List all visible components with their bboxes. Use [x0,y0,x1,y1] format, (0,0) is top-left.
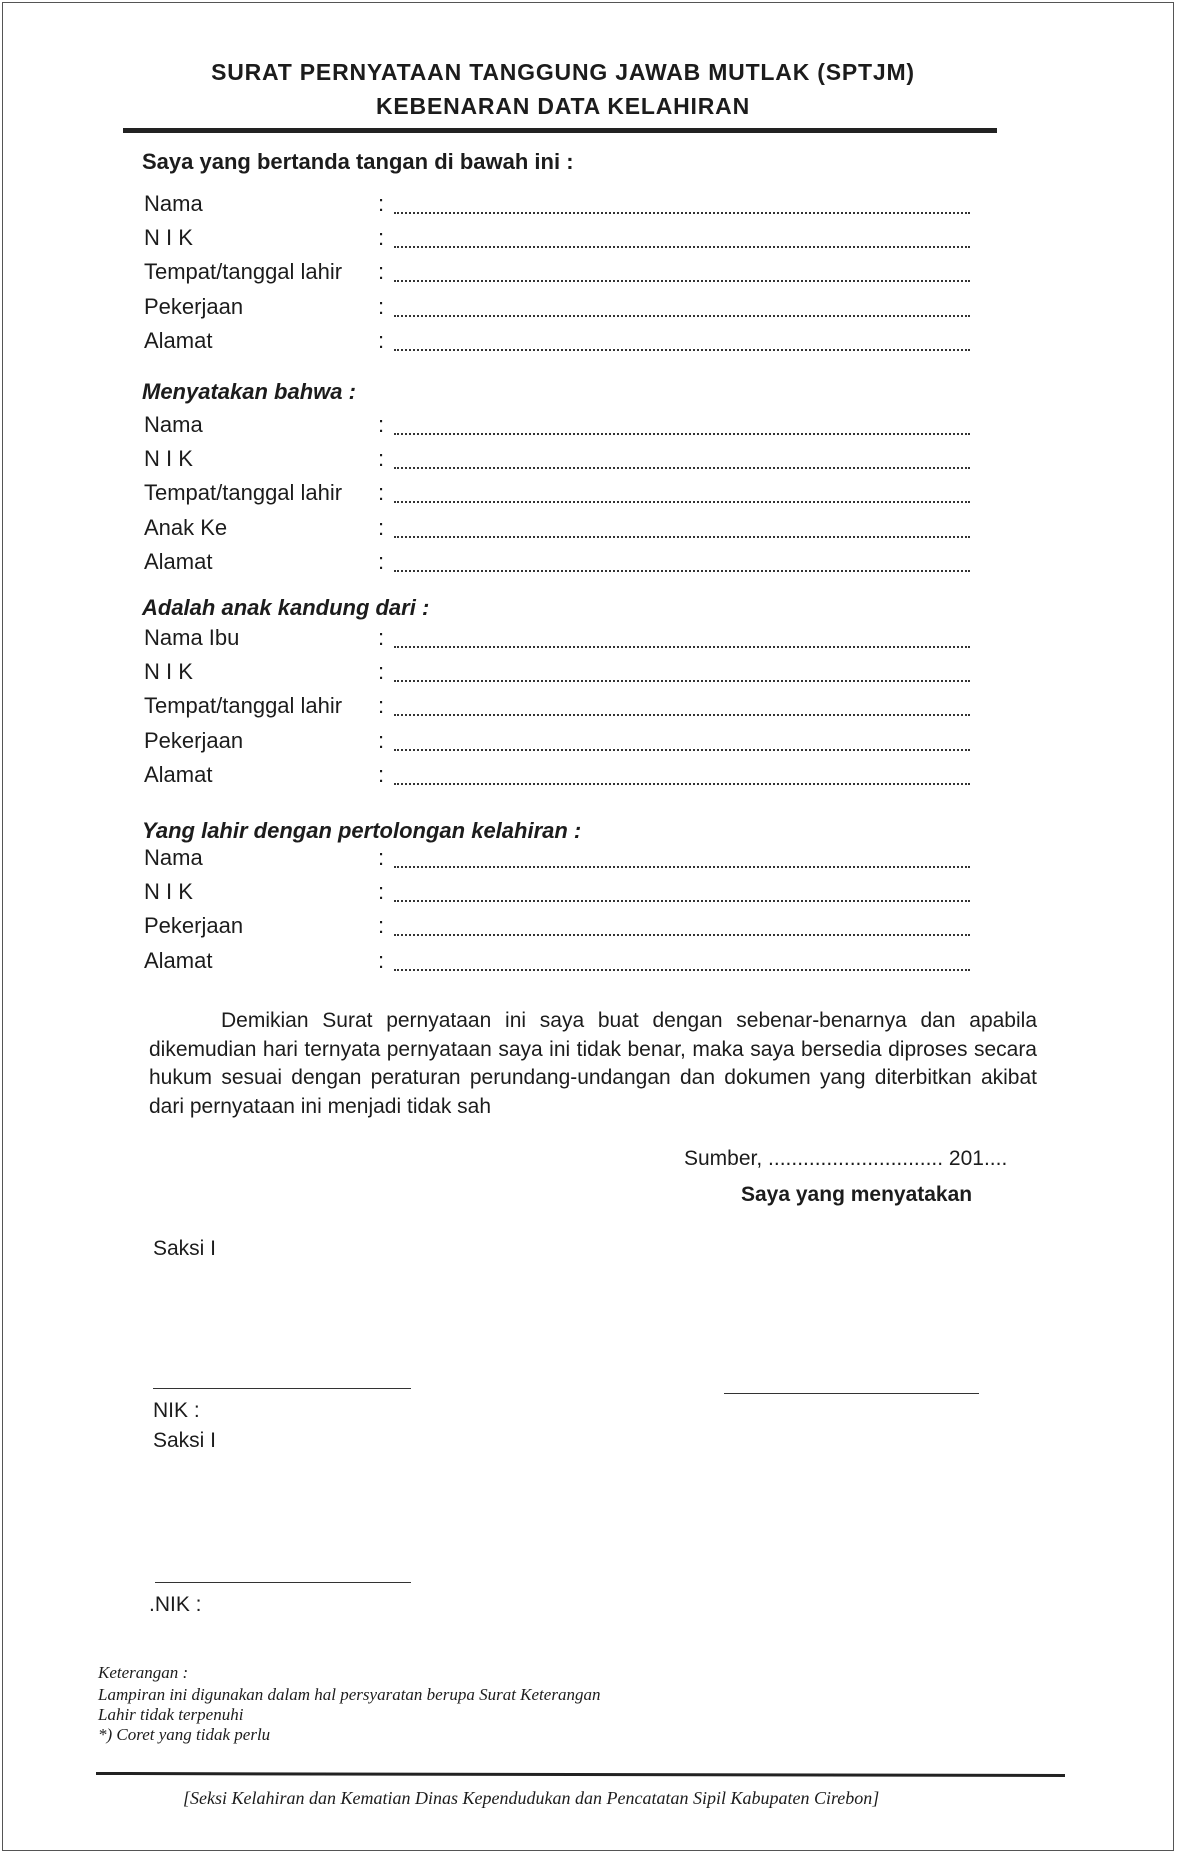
declarant-signature-line [724,1393,979,1394]
field-label: Tempat/tanggal lahir [144,480,343,506]
field-label: Nama Ibu [144,625,240,650]
witness-1-label: Saksi I [153,1237,217,1260]
field-label: Pekerjaan [144,727,244,753]
field-label: Alamat [144,548,213,574]
field-dotted-line[interactable] [394,280,970,282]
field-label: Tempat/tanggal lahir [144,259,343,285]
witness-2-label: Saksi I [153,1429,217,1452]
field-dotted-line[interactable] [394,246,970,248]
field-dotted-line[interactable] [394,783,970,785]
field-label: Alamat [144,947,213,973]
field-colon: : [378,727,385,753]
field-colon: : [378,327,385,353]
field-dotted-line[interactable] [394,212,970,214]
form-field-row [144,328,974,356]
field-label: N I K [144,879,193,905]
form-field-row [144,693,974,721]
field-colon: : [378,761,385,787]
field-label: Nama [144,412,203,437]
field-label: Nama [144,845,203,870]
form-field-row [144,879,974,907]
witness-1-nik: NIK : [153,1399,200,1422]
field-dotted-line[interactable] [394,900,970,902]
place-date: Sumber, .............................. 201.... [684,1147,1008,1170]
field-colon: : [378,659,385,685]
field-colon: : [378,480,385,506]
field-label: Anak Ke [144,514,228,540]
field-label: Pekerjaan [144,913,244,939]
form-field-row [144,225,974,253]
witness-2-signature-line [155,1582,411,1583]
field-dotted-line[interactable] [394,969,970,971]
field-colon: : [378,191,385,216]
witness-1-signature-line [153,1388,411,1389]
title-line-1: SURAT PERNYATAAN TANGGUNG JAWAB MUTLAK (SPTJM) [211,59,915,85]
notes-line-3: *) Coret yang tidak perlu [98,1725,271,1744]
form-field-row [144,948,974,976]
field-colon: : [378,446,385,472]
field-label: Tempat/tanggal lahir [144,693,343,719]
document-page [2,2,1174,1851]
title-rule [123,128,997,133]
field-label: N I K [144,225,193,251]
section-heading: Menyatakan bahwa : [142,379,356,404]
notes-title: Keterangan : [98,1663,189,1682]
field-dotted-line[interactable] [394,501,970,503]
field-dotted-line[interactable] [394,570,970,572]
footer-text: [Seksi Kelahiran dan Kematian Dinas Kependudukan dan Pencatatan Sipil Kabupaten Cirebon] [183,1788,880,1808]
field-label: Alamat [144,327,213,353]
field-colon: : [378,693,385,719]
form-field-row [144,845,974,873]
form-field-row [144,294,974,322]
form-field-row [144,259,974,287]
form-field-row [144,480,974,508]
field-dotted-line[interactable] [394,680,970,682]
form-field-row [144,549,974,577]
footer-rule [96,1772,1065,1777]
notes-line-1: Lampiran ini digunakan dalam hal persyaratan berupa Surat Keterangan [98,1685,601,1704]
field-dotted-line[interactable] [394,866,970,868]
field-colon: : [378,293,385,319]
field-dotted-line[interactable] [394,934,970,936]
statement-paragraph: Demikian Surat pernyataan ini saya buat dengan sebenar-benarnya dan apabila dikemudian hari ternyata pernyataan saya ini tidak benar, maka saya bersedia diproses secara hukum sesuai dengan peraturan perundang-undangan dan dokumen yang diterbitkan akibat dari pernyataan ini menjadi tidak sah [149,1009,1037,1118]
form-field-row [144,913,974,941]
notes-line-2: Lahir tidak terpenuhi [98,1705,244,1724]
form-field-row [144,728,974,756]
field-colon: : [378,879,385,905]
field-dotted-line[interactable] [394,749,970,751]
field-colon: : [378,947,385,973]
form-field-row [144,625,974,653]
field-dotted-line[interactable] [394,536,970,538]
form-field-row [144,515,974,543]
field-dotted-line[interactable] [394,315,970,317]
witness-2-nik: .NIK : [149,1593,202,1616]
form-field-row [144,446,974,474]
field-colon: : [378,913,385,939]
form-field-row [144,762,974,790]
form-field-row [144,412,974,440]
section-heading: Yang lahir dengan pertolongan kelahiran : [142,818,582,843]
field-label: N I K [144,659,193,685]
field-colon: : [378,845,385,870]
field-colon: : [378,625,385,650]
field-colon: : [378,514,385,540]
field-colon: : [378,412,385,437]
field-dotted-line[interactable] [394,349,970,351]
field-dotted-line[interactable] [394,467,970,469]
field-colon: : [378,548,385,574]
declarant-label: Saya yang menyatakan [741,1183,973,1206]
section-heading: Adalah anak kandung dari : [142,595,430,620]
field-label: Pekerjaan [144,293,244,319]
field-colon: : [378,225,385,251]
field-label: N I K [144,446,193,472]
title-line-2: KEBENARAN DATA KELAHIRAN [376,93,750,119]
section-heading: Saya yang bertanda tangan di bawah ini : [142,149,574,174]
field-label: Nama [144,191,203,216]
field-dotted-line[interactable] [394,646,970,648]
field-dotted-line[interactable] [394,714,970,716]
field-colon: : [378,259,385,285]
form-field-row [144,659,974,687]
form-field-row [144,191,974,219]
field-label: Alamat [144,761,213,787]
field-dotted-line[interactable] [394,433,970,435]
